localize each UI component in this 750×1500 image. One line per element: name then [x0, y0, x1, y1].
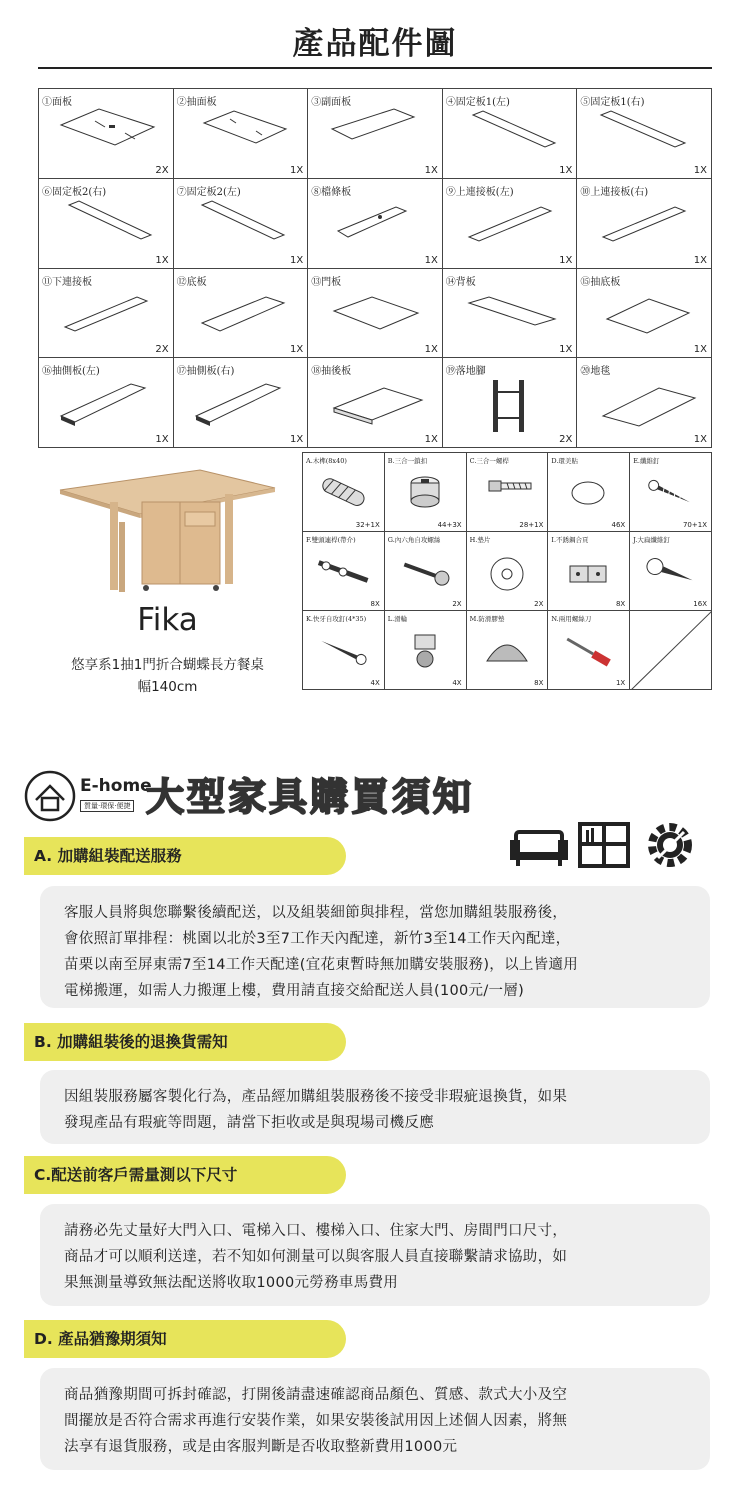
part-label: ⑦固定板2(左) [176, 186, 241, 198]
section-heading: A. 加購組裝配送服務 [24, 837, 346, 875]
hardware-qty: 2X [452, 600, 462, 608]
hardware-qty: 70+1X [682, 521, 707, 529]
part-cell [174, 358, 309, 448]
product-line-2: 幅140cm [137, 679, 198, 695]
part-cell [174, 179, 309, 269]
hardware-qty: 46X [611, 521, 626, 529]
hardware-qty: 8X [370, 600, 380, 608]
hardware-label: B.三合一鎖扣 [387, 457, 428, 465]
hardware-qty: 32+1X [355, 521, 380, 529]
part-cell [443, 358, 578, 448]
part-cell [308, 358, 443, 448]
hardware-cell [467, 453, 549, 532]
hardware-label: C.三合一螺桿 [469, 457, 509, 465]
page-title: 產品配件圖 [292, 26, 458, 62]
part-label: ⑩上連接板(右) [580, 186, 649, 198]
part-qty: 1X [155, 434, 169, 445]
hardware-qty: 16X [693, 600, 707, 608]
part-qty: 1X [289, 254, 304, 266]
hardware-qty: 8X [615, 600, 626, 608]
part-cell [39, 89, 174, 179]
section-heading: D. 產品猶豫期須知 [24, 1320, 346, 1358]
section-line: 商品猶豫期間可拆封確認，打開後請盡速確認商品顏色、質感、款式大小及空 [64, 1387, 568, 1403]
hardware-label: J.大扁纖維釘 [633, 536, 670, 544]
section-body [40, 1070, 710, 1144]
section-line: 法享有退貨服務，或是由客服判斷是否收取整新費用1000元 [64, 1439, 458, 1455]
hardware-cell [548, 453, 630, 532]
part-label: ④固定板1(左) [445, 97, 510, 108]
part-qty: 1X [559, 254, 573, 266]
part-qty: 1X [424, 344, 438, 356]
hardware-label: D.環美貼 [551, 457, 578, 465]
section-body [40, 886, 710, 1008]
part-label: ⑯抽側板(左) [42, 366, 100, 378]
section-body [40, 1204, 710, 1306]
hardware-label: K.快牙自攻釘(4*35) [306, 615, 367, 623]
title-divider [38, 67, 712, 69]
part-cell [577, 358, 712, 448]
part-qty: 1X [289, 344, 304, 356]
section-line: 發現產品有瑕疵等問題，請當下拒收或是與現場司機反應 [64, 1115, 434, 1131]
section-line: 會依照訂單排程：桃園以北於3至7工作天內配達，新竹3至14工作天內配達， [64, 931, 571, 947]
hardware-label: I.不銹鋼合頁 [551, 536, 589, 544]
part-qty: 1X [424, 254, 438, 266]
hardware-cell [467, 532, 549, 611]
hardware-cell [385, 453, 467, 532]
part-cell [308, 269, 443, 359]
part-qty: 1X [693, 254, 707, 266]
part-label: ⑲落地腳 [445, 366, 486, 378]
part-qty: 1X [693, 434, 707, 445]
section-line: 因組裝服務屬客製化行為，產品經加購組裝服務後不接受非瑕疵退換貨，如果 [64, 1089, 568, 1105]
hardware-cell [548, 611, 630, 690]
hardware-qty: 4X [370, 679, 380, 687]
part-cell [39, 358, 174, 448]
part-cell [39, 269, 174, 359]
part-qty: 1X [424, 164, 438, 176]
part-label: ⑨上連接板(左) [445, 186, 514, 198]
part-cell [308, 89, 443, 179]
hardware-label: A.木榫(8x40) [306, 457, 347, 465]
hardware-cell [303, 611, 385, 690]
hardware-qty: 4X [452, 679, 462, 687]
header-icons [508, 818, 708, 872]
diagonal-line [630, 611, 712, 690]
part-qty: 1X [289, 434, 304, 445]
hardware-cell [385, 532, 467, 611]
hardware-label: N.兩用螺絲刀 [551, 615, 592, 623]
section-line: 間擺放是否符合需求再進行安裝作業，如果安裝後試用因上述個人因素，將無 [64, 1413, 568, 1429]
part-cell [443, 269, 578, 359]
part-qty: 1X [559, 164, 573, 176]
product-name: Fika [137, 602, 198, 638]
part-cell [174, 89, 309, 179]
part-qty: 1X [693, 164, 707, 176]
hardware-qty: 2X [534, 600, 544, 608]
part-label: ⑮抽底板 [580, 276, 621, 288]
hardware-label: L.滑輪 [387, 615, 408, 623]
banner-heading: 大型家具購買須知 [146, 775, 475, 819]
brand-tagline: 質量·環保·便捷 [80, 800, 134, 812]
part-qty: 1X [559, 344, 573, 356]
part-cell [174, 269, 309, 359]
product-line-1: 悠享系1抽1門折合蝴蝶長方餐桌 [71, 657, 264, 673]
section-line: 果無測量導致無法配送將收取1000元勞務車馬費用 [64, 1275, 399, 1291]
part-label: ⑳地毯 [580, 366, 611, 378]
part-cell [443, 179, 578, 269]
part-label: ⑫底板 [176, 276, 207, 288]
part-qty: 1X [289, 164, 304, 176]
section-line: 電梯搬運，如需人力搬運上樓，費用請直接交給配送人員(100元/一層) [64, 983, 525, 999]
hardware-qty: 44+3X [437, 521, 462, 529]
part-label: ②抽面板 [176, 97, 217, 108]
hardware-label: F.雙頭連桿(帶介) [306, 536, 356, 544]
part-label: ⑥固定板2(右) [42, 186, 107, 198]
part-label: ⑪下連接板 [42, 276, 92, 288]
bookshelf-icon [578, 822, 630, 868]
hardware-cell [630, 532, 712, 611]
hardware-cell [303, 453, 385, 532]
hardware-qty: 1X [615, 679, 626, 687]
part-cell [308, 179, 443, 269]
part-label: ⑬門板 [311, 276, 342, 288]
part-cell [577, 269, 712, 359]
part-label: ⑧檔條板 [311, 186, 352, 198]
part-qty: 1X [155, 254, 169, 266]
part-qty: 1X [693, 344, 707, 356]
table-illustration [50, 462, 280, 602]
section-line: 客服人員將與您聯繫後續配送，以及組裝細節與排程，當您加購組裝服務後， [64, 905, 568, 921]
part-label: ①面板 [42, 97, 72, 108]
hardware-label: G.內六角自攻螺絲 [387, 536, 441, 544]
part-label: ⑭背板 [445, 276, 476, 288]
part-qty: 2X [559, 434, 573, 445]
part-label: ⑰抽側板(右) [176, 366, 235, 378]
sofa-icon [510, 832, 568, 866]
part-label: ⑤固定板1(右) [580, 97, 645, 108]
section-body [40, 1368, 710, 1470]
parts-grid [38, 88, 712, 448]
hardware-label: H.墊片 [469, 536, 491, 544]
section-heading: B. 加購組裝後的退換貨需知 [24, 1023, 346, 1061]
ehome-logo-icon [22, 768, 78, 824]
section-line: 商品才可以順利送達，若不知如何測量可以與客服人員直接聯繫請求協助，如 [64, 1249, 568, 1265]
gear-icon [652, 827, 688, 863]
part-cell [577, 179, 712, 269]
section-heading: C.配送前客戶需量測以下尺寸 [24, 1156, 346, 1194]
hardware-label: M.防滑膠墊 [469, 615, 505, 623]
brand-name: E-home [80, 776, 152, 796]
hardware-qty: 28+1X [519, 521, 544, 529]
section-line: 苗栗以南至屏東需7至14工作天配達(宜花東暫時無加購安裝服務)，以上皆適用 [64, 957, 579, 973]
hardware-cell [385, 611, 467, 690]
part-cell [577, 89, 712, 179]
part-qty: 1X [424, 434, 438, 445]
hardware-cell [548, 532, 630, 611]
part-label: ③副面板 [311, 97, 352, 108]
hardware-cell [467, 611, 549, 690]
product-description [40, 654, 295, 698]
part-label: ⑱抽後板 [311, 366, 352, 378]
hardware-qty: 8X [534, 679, 544, 687]
hardware-label: E.纖維釘 [633, 457, 660, 465]
part-cell [443, 89, 578, 179]
hardware-empty-cell [630, 611, 712, 690]
hardware-grid [302, 452, 712, 690]
part-cell [39, 179, 174, 269]
part-qty: 2X [155, 344, 169, 356]
hardware-cell [303, 532, 385, 611]
hardware-cell [630, 453, 712, 532]
section-line: 請務必先丈量好大門入口、電梯入口、樓梯入口、住家大門、房間門口尺寸， [64, 1223, 568, 1239]
part-qty: 2X [155, 164, 169, 176]
